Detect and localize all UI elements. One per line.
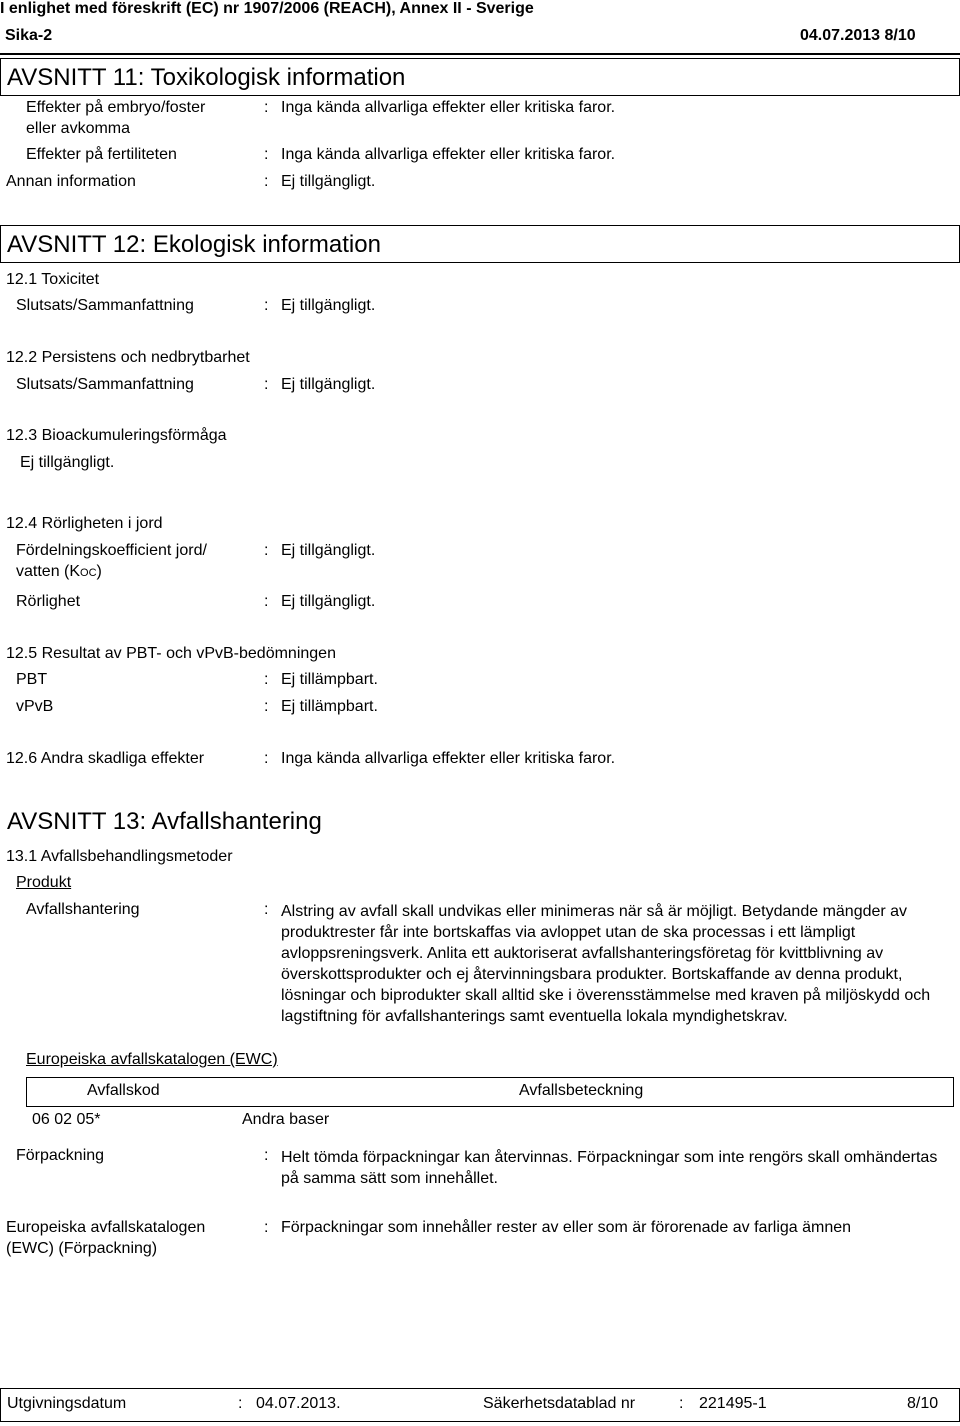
other-effects-label: 12.6 Andra skadliga effekter xyxy=(6,750,205,767)
section-11-title: AVSNITT 11: Toxikologisk information xyxy=(7,64,406,91)
other-info-label: Annan information xyxy=(6,173,136,190)
section-11-heading xyxy=(0,58,960,96)
ewc-title: Europeiska avfallskatalogen (EWC) xyxy=(26,1051,278,1068)
section-13-title: AVSNITT 13: Avfallshantering xyxy=(7,808,322,835)
waste-handling-label: Avfallshantering xyxy=(26,901,140,918)
koc-label-prefix: vatten (K xyxy=(16,563,81,580)
product-name: Sika-2 xyxy=(5,27,53,44)
bioaccumulation-value: Ej tillgängligt. xyxy=(20,454,115,471)
footer xyxy=(0,1388,960,1422)
pbt-heading: 12.5 Resultat av PBT- och vPvB-bedömningen xyxy=(6,645,336,662)
date-page: 04.07.2013 8/10 xyxy=(800,27,916,44)
toxicity-heading: 12.1 Toxicitet xyxy=(6,271,100,288)
table-row xyxy=(26,1106,952,1135)
koc-value: Ej tillgängligt. xyxy=(281,542,376,559)
koc-label-suffix: ) xyxy=(96,563,102,580)
document-header-bar xyxy=(0,21,960,53)
ewc-table xyxy=(26,1077,954,1136)
colon: : xyxy=(264,901,269,918)
ewc-header-code: Avfallskod xyxy=(87,1082,160,1099)
colon: : xyxy=(264,1219,269,1236)
mobility-label: Rörlighet xyxy=(16,593,81,610)
packaging-label: Förpackning xyxy=(16,1147,105,1164)
issue-date-label: Utgivningsdatum xyxy=(7,1395,127,1412)
colon: : xyxy=(264,698,269,715)
colon: : xyxy=(264,173,269,190)
fertility-label: Effekter på fertiliteten xyxy=(26,146,177,163)
colon: : xyxy=(679,1395,684,1412)
issue-date-value: 04.07.2013. xyxy=(256,1395,341,1412)
colon: : xyxy=(238,1395,243,1412)
section-12-heading xyxy=(0,225,960,263)
fertility-value: Inga kända allvarliga effekter eller kritiska faror. xyxy=(281,146,616,163)
product-subheading: Produkt xyxy=(16,874,72,891)
embryo-label-line2: eller avkomma xyxy=(26,120,131,137)
bioaccumulation-heading: 12.3 Bioackumuleringsförmåga xyxy=(6,427,227,444)
sds-number-label: Säkerhetsdatablad nr xyxy=(483,1395,636,1412)
waste-methods-heading: 13.1 Avfallsbehandlingsmetoder xyxy=(6,848,233,865)
embryo-label: Effekter på embryo/foster xyxy=(26,99,206,116)
koc-label-subscript: OC xyxy=(80,567,97,579)
colon: : xyxy=(264,593,269,610)
ewc-description: Andra baser xyxy=(242,1111,330,1128)
mobility-value: Ej tillgängligt. xyxy=(281,593,376,610)
pbt-label: PBT xyxy=(16,671,48,688)
ewc-code: 06 02 05* xyxy=(32,1111,101,1128)
persistence-heading: 12.2 Persistens och nedbrytbarhet xyxy=(6,349,250,366)
packaging-text: Helt tömda förpackningar kan återvinnas. Förpackningar som inte rengörs skall omhändertas på samma sätt som innehållet. xyxy=(281,1149,938,1187)
toxicity-summary-value: Ej tillgängligt. xyxy=(281,297,376,314)
colon: : xyxy=(264,542,269,559)
ewc-packaging-value: Förpackningar som innehåller rester av eller som är förorenade av farliga ämnen xyxy=(281,1219,852,1236)
colon: : xyxy=(264,376,269,393)
vpvb-value: Ej tillämpbart. xyxy=(281,698,378,715)
embryo-value: Inga kända allvarliga effekter eller kritiska faror. xyxy=(281,99,616,116)
ewc-packaging-label-line2: (EWC) (Förpackning) xyxy=(6,1240,158,1257)
pbt-value: Ej tillämpbart. xyxy=(281,671,378,688)
mobility-heading: 12.4 Rörligheten i jord xyxy=(6,515,163,532)
waste-handling-text: Alstring av avfall skall undvikas eller minimeras när så är möjligt. Betydande mängder av produktrester får inte bortskaffas via avloppet utan de ska processas i ett lämpligt avloppsreningsverk. Anlita ett auktoriserat avfallshanteringsföretag för kvittblivning av överskottsprodukter och ej återvinningsbara produkter. Bortskaffande av denna produkt, lösningar och biprodukter skall alltid ske i överensstämmelse med kraven på miljöskydd och lagstiftning för avfallshanterings samt eventuella lokala myndighetskrav. xyxy=(281,903,931,1025)
colon: : xyxy=(264,146,269,163)
other-info-value: Ej tillgängligt. xyxy=(281,173,376,190)
koc-label-line2 xyxy=(16,563,102,581)
persistence-summary-value: Ej tillgängligt. xyxy=(281,376,376,393)
vpvb-label: vPvB xyxy=(16,698,54,715)
ewc-packaging-label: Europeiska avfallskatalogen xyxy=(6,1219,206,1236)
colon: : xyxy=(264,99,269,116)
page-number: 8/10 xyxy=(907,1395,939,1412)
toxicity-summary-label: Slutsats/Sammanfattning xyxy=(16,297,194,314)
section-12-title: AVSNITT 12: Ekologisk information xyxy=(7,231,381,258)
persistence-summary-label: Slutsats/Sammanfattning xyxy=(16,376,194,393)
ewc-table-header xyxy=(26,1077,954,1107)
regulation-header: I enlighet med föreskrift (EC) nr 1907/2006 (REACH), Annex II - Sverige xyxy=(0,0,534,17)
koc-label: Fördelningskoefficient jord/ xyxy=(16,542,207,559)
colon: : xyxy=(264,750,269,767)
ewc-header-description: Avfallsbeteckning xyxy=(519,1082,644,1099)
header-divider xyxy=(0,53,960,55)
colon: : xyxy=(264,297,269,314)
colon: : xyxy=(264,671,269,688)
sds-number-value: 221495-1 xyxy=(699,1395,767,1412)
section-13-heading xyxy=(0,802,960,840)
colon: : xyxy=(264,1147,269,1164)
other-effects-value: Inga kända allvarliga effekter eller kritiska faror. xyxy=(281,750,616,767)
